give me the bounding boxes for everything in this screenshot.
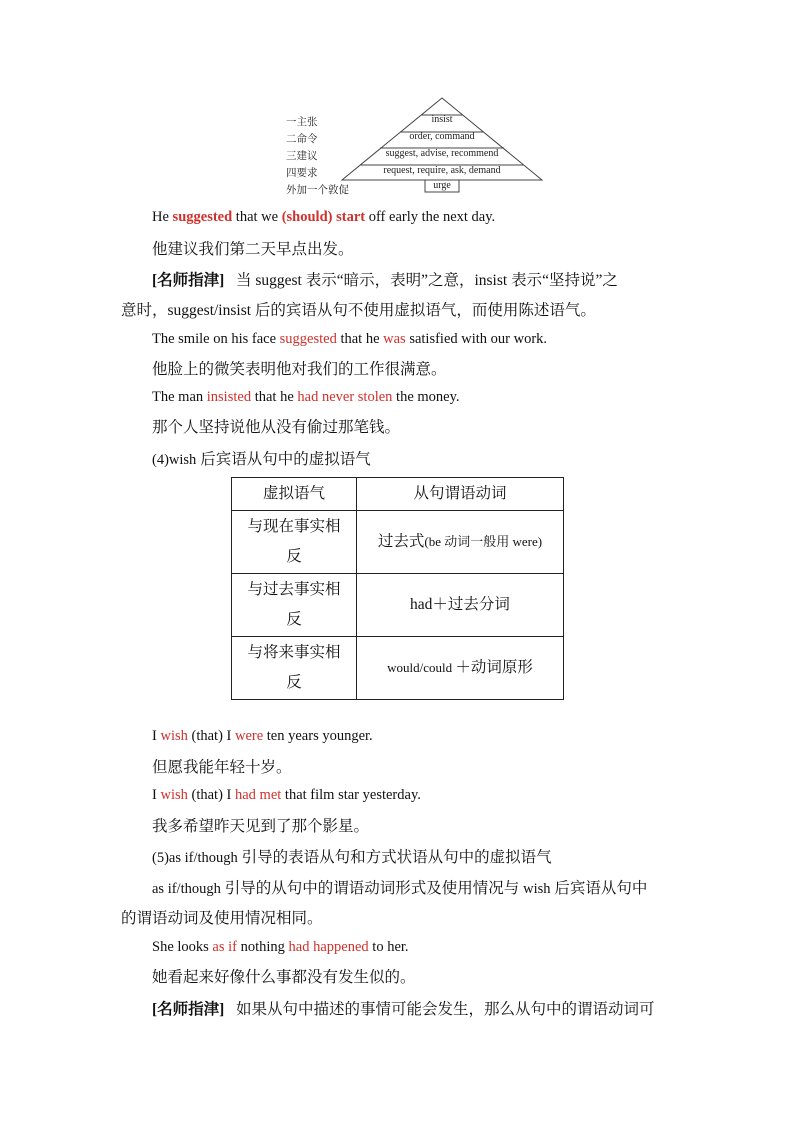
triangle-level-3: suggest, advise, recommend: [385, 148, 499, 159]
triangle-label-5: 外加一个敦促: [286, 185, 349, 196]
triangle-label-4: 四要求: [286, 168, 318, 179]
table-row: [232, 637, 564, 700]
table-row: [232, 511, 564, 574]
example-translation-5: 我多希望昨天见到了那个影星。: [152, 818, 370, 835]
triangle-label-2: 二命令: [286, 134, 318, 145]
example-translation-2: 他脸上的微笑表明他对我们的工作很满意。: [152, 361, 447, 378]
table-cell: 与将来事实相 反: [232, 637, 357, 700]
table-cell: had＋过去分词: [357, 574, 564, 637]
example-sentence-1: He suggested that we (should) start off early the next day.: [152, 209, 496, 225]
table-cell: would/could ＋动词原形: [357, 637, 564, 700]
table-cell: 与现在事实相 反: [232, 511, 357, 574]
triangle-label-1: 一主张: [286, 117, 318, 128]
tip-1-line-1: [名师指津] 当 suggest 表示“暗示，表明”之意，insist 表示“坚持说”之: [152, 272, 618, 289]
example-sentence-4: I wish (that) I were ten years younger.: [152, 728, 373, 744]
example-translation-4: 但愿我能年轻十岁。: [152, 759, 292, 776]
table-header-row: [232, 478, 564, 511]
table-cell: 与过去事实相 反: [232, 574, 357, 637]
section-4-heading: (4)wish 后宾语从句中的虚拟语气: [152, 451, 371, 468]
paragraph-5-line-2: 的谓语动词及使用情况相同。: [121, 910, 323, 927]
section-5-heading: (5)as if/though 引导的表语从句和方式状语从句中的虚拟语气: [152, 849, 552, 866]
table-header-cell: 从句谓语动词: [357, 478, 564, 511]
example-sentence-5: I wish (that) I had met that film star yesterday.: [152, 787, 421, 803]
example-sentence-2: The smile on his face suggested that he was satisfied with our work.: [152, 331, 548, 347]
triangle-level-1: insist: [431, 114, 453, 125]
triangle-base: urge: [433, 180, 451, 191]
triangle-level-4: request, require, ask, demand: [383, 165, 501, 176]
example-translation-3: 那个人坚持说他从没有偷过那笔钱。: [152, 419, 401, 436]
example-translation-6: 她看起来好像什么事都没有发生似的。: [152, 969, 416, 986]
example-sentence-6: She looks as if nothing had happened to her.: [152, 939, 409, 955]
tip-2-line-1: [名师指津] 如果从句中描述的事情可能会发生，那么从句中的谓语动词可: [152, 1001, 655, 1018]
table-row: [232, 574, 564, 637]
tip-1-line-2: 意时，suggest/insist 后的宾语从句不使用虚拟语气，而使用陈述语气。: [121, 302, 596, 319]
triangle-label-3: 三建议: [286, 151, 318, 162]
triangle-level-2: order, command: [409, 131, 475, 142]
paragraph-5-line-1: as if/though 引导的从句中的谓语动词形式及使用情况与 wish 后宾语从句中: [152, 880, 648, 897]
subjunctive-table: [231, 477, 564, 700]
table-cell: 过去式(be 动词一般用 were): [357, 511, 564, 574]
example-translation-1: 他建议我们第二天早点出发。: [152, 241, 354, 258]
table-header-cell: 虚拟语气: [232, 478, 357, 511]
example-sentence-3: The man insisted that he had never stolen the money.: [152, 389, 460, 405]
